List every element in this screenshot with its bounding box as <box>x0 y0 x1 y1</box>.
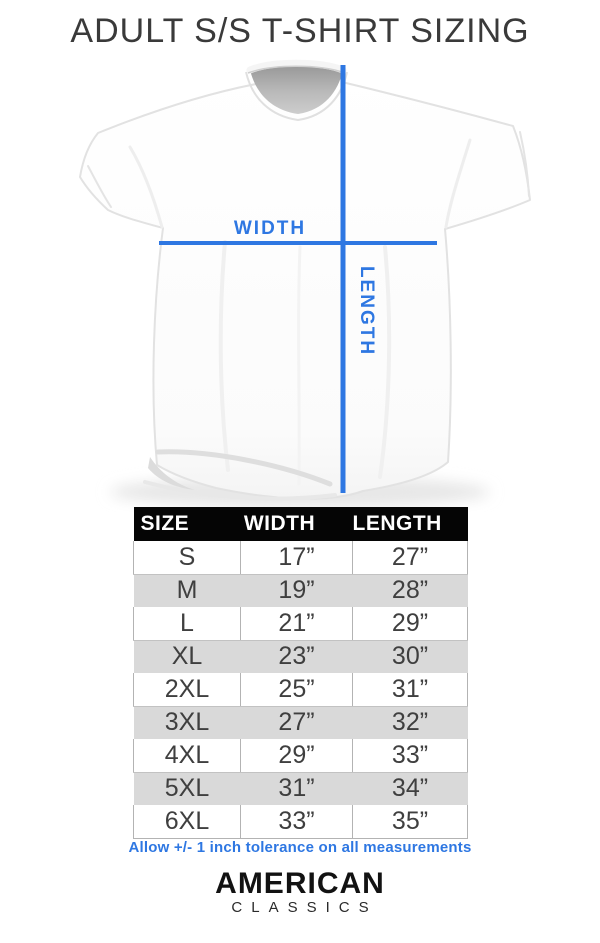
width-cell: 25” <box>241 673 353 706</box>
length-cell: 34” <box>353 772 468 805</box>
table-row <box>134 772 468 805</box>
size-cell: L <box>134 607 241 640</box>
width-cell: 21” <box>241 607 353 640</box>
size-cell: 5XL <box>134 772 241 805</box>
length-measure-label: LENGTH <box>355 265 377 357</box>
width-cell: 19” <box>241 574 353 607</box>
brand-logo-secondary: CLASSICS <box>231 899 378 916</box>
table-row <box>134 640 468 673</box>
width-cell: 33” <box>241 805 353 838</box>
width-measure-label: WIDTH <box>233 218 307 239</box>
table-row <box>134 574 468 607</box>
length-cell: 30” <box>353 640 468 673</box>
length-cell: 33” <box>353 739 468 772</box>
width-cell: 27” <box>241 706 353 739</box>
length-cell: 29” <box>353 607 468 640</box>
length-cell: 35” <box>353 805 468 838</box>
width-cell: 17” <box>241 541 353 574</box>
page-title: ADULT S/S T-SHIRT SIZING <box>70 12 530 50</box>
length-cell: 28” <box>353 574 468 607</box>
tshirt-measurement-diagram <box>0 52 600 512</box>
size-cell: XL <box>134 640 241 673</box>
brand-logo-primary: AMERICAN <box>215 867 385 900</box>
table-row <box>134 805 468 838</box>
width-cell: 31” <box>241 772 353 805</box>
table-row <box>134 706 468 739</box>
tolerance-note: Allow +/- 1 inch tolerance on all measurements <box>128 839 472 856</box>
column-header-width: WIDTH <box>241 507 353 541</box>
length-cell: 27” <box>353 541 468 574</box>
table-row <box>134 607 468 640</box>
size-cell: M <box>134 574 241 607</box>
length-cell: 31” <box>353 673 468 706</box>
size-cell: 4XL <box>134 739 241 772</box>
column-header-size: SIZE <box>134 507 241 541</box>
column-header-length: LENGTH <box>353 507 468 541</box>
size-table-header-row <box>134 507 468 541</box>
width-cell: 23” <box>241 640 353 673</box>
tshirt-body <box>80 66 530 499</box>
size-cell: 6XL <box>134 805 241 838</box>
size-cell: 3XL <box>134 706 241 739</box>
width-cell: 29” <box>241 739 353 772</box>
table-row <box>134 739 468 772</box>
size-table <box>133 507 468 839</box>
table-row <box>134 541 468 574</box>
brand-logo <box>0 868 600 916</box>
table-row <box>134 673 468 706</box>
size-cell: 2XL <box>134 673 241 706</box>
length-cell: 32” <box>353 706 468 739</box>
size-cell: S <box>134 541 241 574</box>
